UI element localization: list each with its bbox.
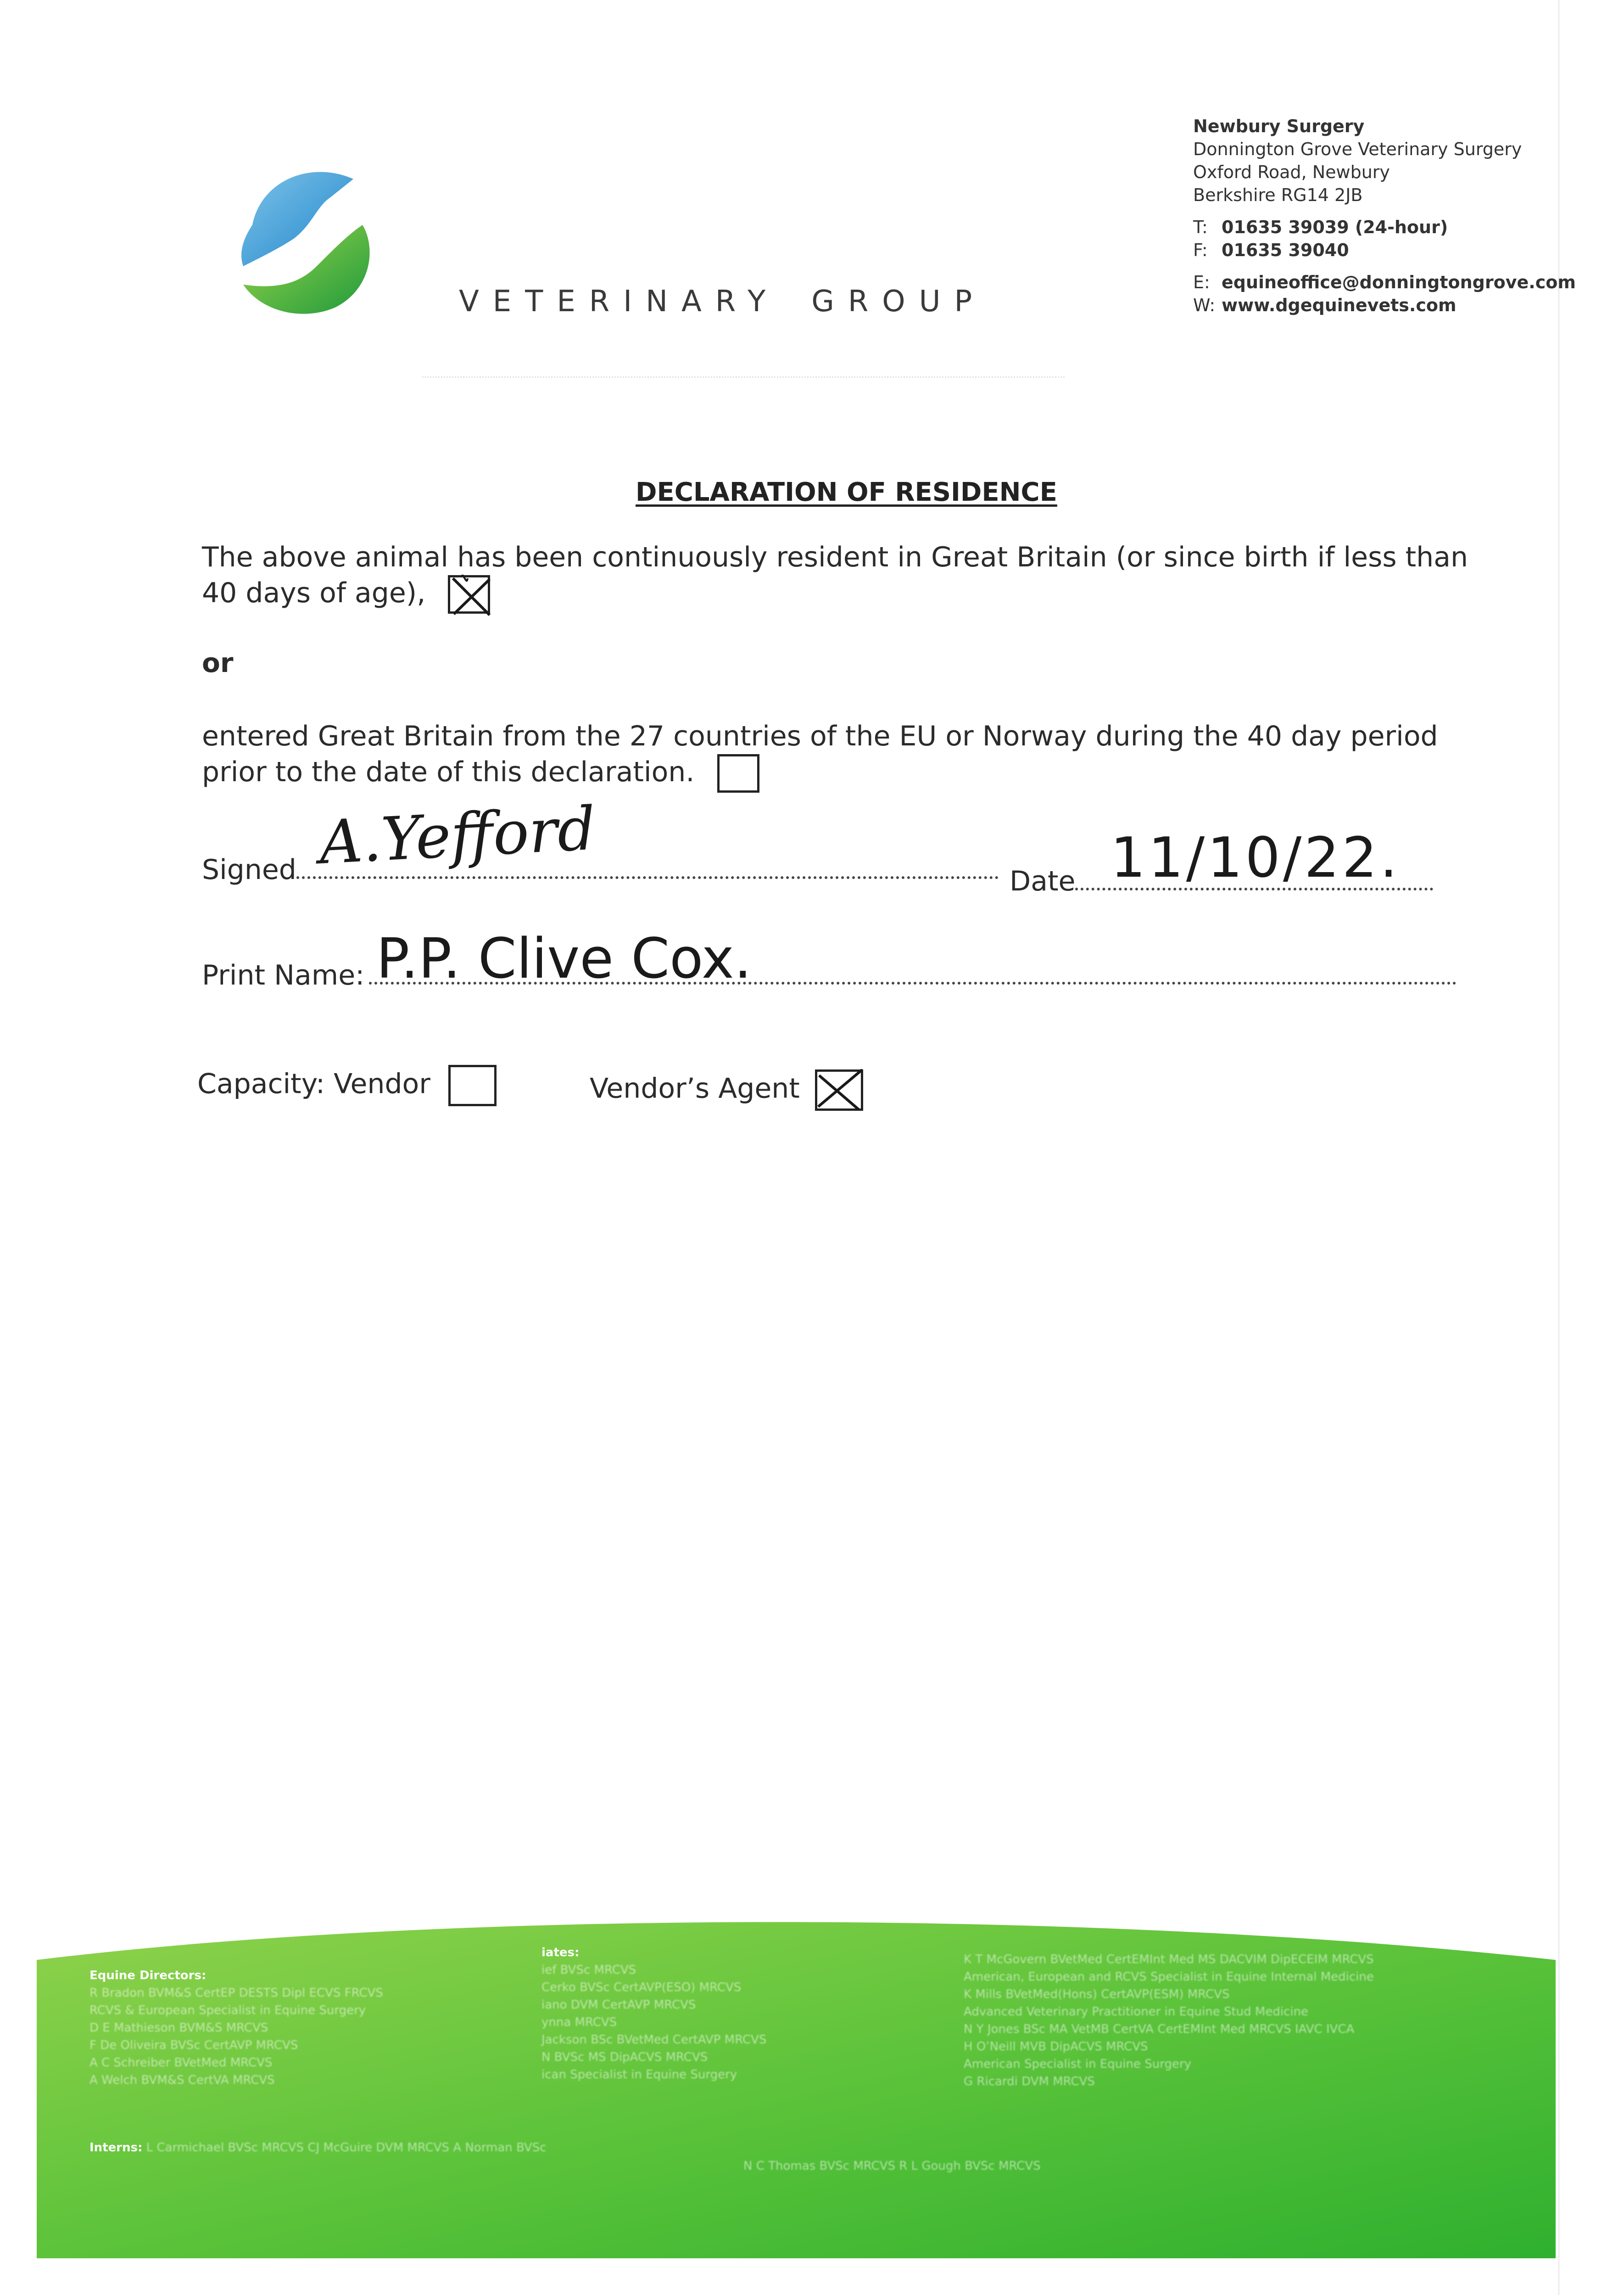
- associates-block: [541, 1944, 766, 2083]
- veterinary-group-logo: [225, 151, 399, 326]
- eu-entry-statement-text: entered Great Britain from the 27 countries of the EU or Norway during the 40 day period prior to the date of this declaration.: [202, 720, 1438, 788]
- specialist-line: H O’Neill MVB DipACVS MRCVS: [964, 2040, 1148, 2054]
- associate-line: Cerko BVSc CertAVP(ESO) MRCVS: [541, 1981, 742, 1994]
- group-name-right: GROUP: [811, 285, 986, 319]
- associates-title: iates:: [541, 1946, 580, 1959]
- group-name: [459, 285, 986, 319]
- specialist-line: American Specialist in Equine Surgery: [964, 2057, 1192, 2071]
- specialist-line: K Mills BVetMed(Hons) CertAVP(ESM) MRCVS: [964, 1987, 1230, 2001]
- specialist-line: N Y Jones BSc MA VetMB CertVA CertEMInt Med MRCVS IAVC IVCA: [964, 2022, 1355, 2036]
- fax-label: F:: [1193, 240, 1208, 260]
- specialists-block: [964, 1951, 1374, 2090]
- vendor-checkbox[interactable]: [448, 1065, 497, 1106]
- associate-line: Jackson BSc BVetMed CertAVP MRCVS: [541, 2033, 767, 2047]
- surgery-name: Newbury Surgery: [1193, 116, 1365, 136]
- interns-list: L Carmichael BVSc MRCVS CJ McGuire DVM MRCVS A Norman BVSc: [146, 2141, 547, 2155]
- director-line: A C Schreiber BVetMed MRCVS: [89, 2056, 273, 2070]
- director-line: D E Mathieson BVM&S MRCVS: [89, 2021, 268, 2035]
- header-divider: [422, 376, 1065, 379]
- address-line-1: Donnington Grove Veterinary Surgery: [1193, 139, 1522, 159]
- residence-statement-text: The above animal has been continuously resident in Great Britain (or since birth if less than 40 days of age),: [202, 541, 1468, 609]
- director-line: RCVS & European Specialist in Equine Surgery: [89, 2004, 366, 2017]
- email-link[interactable]: equineoffice@donningtongrove.com: [1222, 272, 1576, 292]
- director-line: R Bradon BVM&S CertEP DESTS Dipl ECVS FRCVS: [89, 1986, 383, 2000]
- check-mark-icon: [447, 575, 495, 619]
- or-label: or: [202, 647, 234, 678]
- associate-line: ief BVSc MRCVS: [541, 1963, 636, 1977]
- print-name-label: Print Name:: [202, 959, 365, 991]
- director-line: A Welch BVM&S CertVA MRCVS: [89, 2073, 275, 2087]
- tel-label: T:: [1193, 217, 1208, 237]
- associate-line: ynna MRCVS: [541, 2015, 617, 2029]
- agent-label: Vendor’s Agent: [590, 1072, 800, 1105]
- interns-block-right: [743, 2157, 1041, 2175]
- associate-line: N BVSc MS DipACVS MRCVS: [541, 2050, 708, 2064]
- fax: 01635 39040: [1222, 240, 1349, 260]
- specialist-line: American, European and RCVS Specialist in Equine Internal Medicine: [964, 1970, 1374, 1984]
- resident-checkbox[interactable]: [448, 575, 490, 614]
- interns-list-right: N C Thomas BVSc MRCVS R L Gough BVSc MRCVS: [743, 2159, 1041, 2173]
- specialist-line: Advanced Veterinary Practitioner in Equine Stud Medicine: [964, 2005, 1309, 2019]
- eu-entry-statement: [202, 718, 1478, 793]
- address-line-2: Oxford Road, Newbury: [1193, 162, 1390, 182]
- check-mark-icon: [815, 1069, 862, 1113]
- date-label: Date: [1010, 865, 1076, 897]
- specialist-line: G Ricardi DVM MRCVS: [964, 2075, 1095, 2088]
- interns-block: [89, 2139, 547, 2156]
- declaration-title: DECLARATION OF RESIDENCE: [636, 477, 1057, 507]
- director-line: F De Oliveira BVSc CertAVP MRCVS: [89, 2038, 298, 2052]
- signature: A.Yefford: [318, 793, 597, 878]
- associate-line: iano DVM CertAVP MRCVS: [541, 1998, 696, 2012]
- signed-label: Signed: [202, 854, 296, 886]
- web-label: W:: [1193, 295, 1216, 315]
- agent-field: [590, 1069, 863, 1111]
- eu-entry-checkbox[interactable]: [717, 754, 759, 793]
- capacity-label: Capacity: Vendor: [197, 1068, 430, 1100]
- residence-statement: [202, 539, 1478, 614]
- directors-title: Equine Directors:: [89, 1969, 206, 1982]
- interns-label: Interns:: [89, 2141, 143, 2155]
- telephone: 01635 39039 (24-hour): [1222, 217, 1448, 237]
- date-value: 11/10/22.: [1111, 826, 1401, 890]
- surgery-address: [1193, 115, 1576, 317]
- group-name-left: VETERINARY: [459, 285, 780, 319]
- email-label: E:: [1193, 272, 1210, 292]
- associate-line: ican Specialist in Equine Surgery: [541, 2068, 737, 2082]
- address-line-3: Berkshire RG14 2JB: [1193, 185, 1363, 205]
- directors-block: [89, 1967, 383, 2089]
- specialist-line: K T McGovern BVetMed CertEMInt Med MS DACVIM DipECEIM MRCVS: [964, 1953, 1374, 1966]
- capacity-field: [197, 1065, 497, 1106]
- website-link[interactable]: www.dgequinevets.com: [1222, 295, 1457, 315]
- print-name-value: P.P. Clive Cox.: [376, 927, 752, 991]
- vendor-agent-checkbox[interactable]: [815, 1069, 863, 1111]
